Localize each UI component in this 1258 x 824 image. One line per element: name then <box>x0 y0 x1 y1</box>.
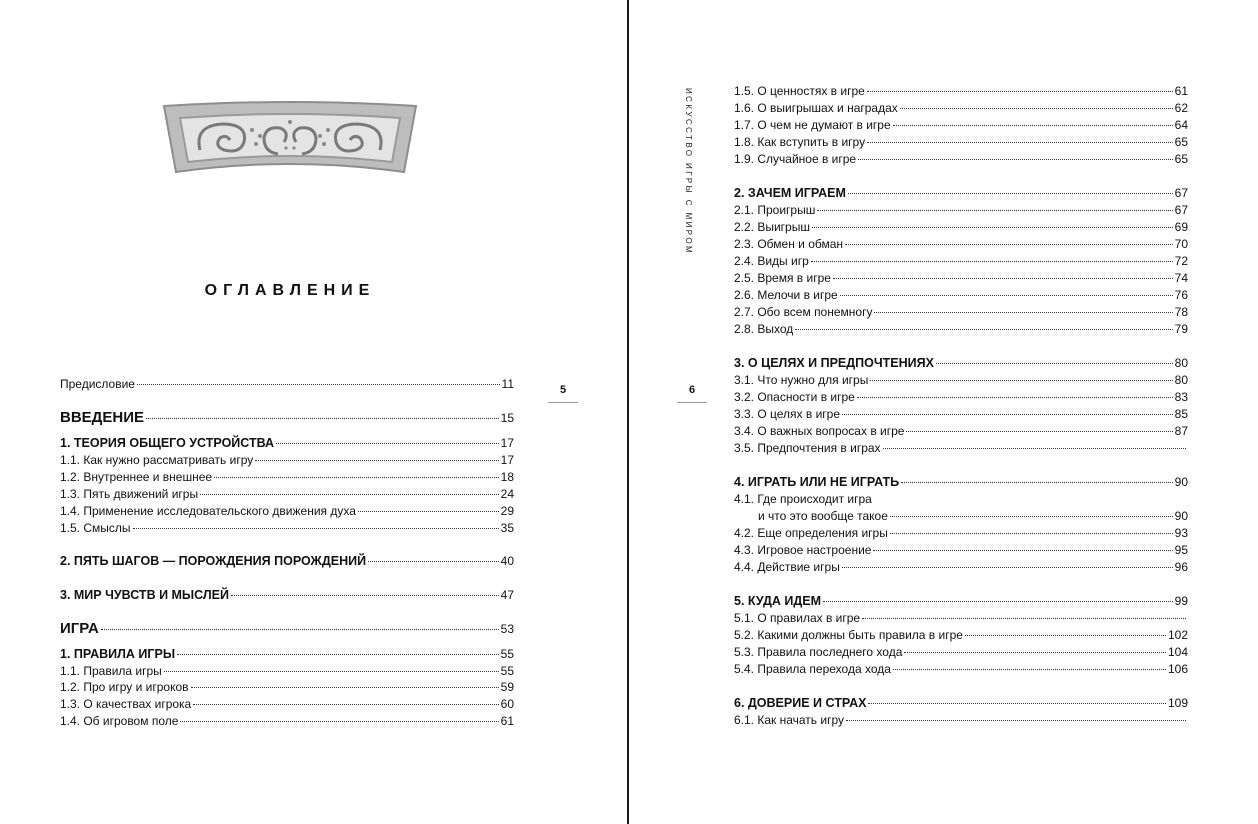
toc-entry[interactable]: 4.4. Действие игры 96 <box>734 560 1188 574</box>
toc-entry[interactable]: 6.1. Как начать игру <box>734 713 1188 727</box>
page-number-right <box>677 384 707 403</box>
toc-entry[interactable]: 1.4. Применение исследовательского движения духа 29 <box>60 504 514 518</box>
toc-entry[interactable]: 1.3. Пять движений игры 24 <box>60 487 514 501</box>
book-spine <box>627 0 629 824</box>
left-page <box>0 0 628 824</box>
page-number-value: 6 <box>688 384 696 396</box>
toc-entry[interactable]: 3.1. Что нужно для игры 80 <box>734 373 1188 387</box>
toc-entry[interactable]: 1. ПРАВИЛА ИГРЫ 55 <box>60 647 514 661</box>
toc-entry[interactable]: 3. МИР ЧУВСТВ И МЫСЛЕЙ 47 <box>60 588 514 602</box>
page-number-left <box>548 384 578 403</box>
toc-entry[interactable]: 2.6. Мелочи в игре 76 <box>734 288 1188 302</box>
toc-entry[interactable]: Предисловие 11 <box>60 377 514 391</box>
toc-entry[interactable]: 4. ИГРАТЬ ИЛИ НЕ ИГРАТЬ 90 <box>734 475 1188 489</box>
toc-entry[interactable]: 2.7. Обо всем понемногу 78 <box>734 305 1188 319</box>
toc-entry[interactable]: 2.4. Виды игр 72 <box>734 254 1188 268</box>
running-head <box>679 88 699 268</box>
toc-list-left <box>60 0 514 824</box>
toc-entry[interactable]: 2. ПЯТЬ ШАГОВ — ПОРОЖДЕНИЯ ПОРОЖДЕНИЙ 40 <box>60 554 514 568</box>
toc-entry[interactable]: 3.3. О целях в игре 85 <box>734 407 1188 421</box>
toc-entry[interactable]: ИГРА 53 <box>60 620 514 637</box>
page-number-value: 5 <box>559 384 567 396</box>
toc-entry[interactable]: 5. КУДА ИДЕМ 99 <box>734 594 1188 608</box>
toc-entry[interactable]: 3.2. Опасности в игре 83 <box>734 390 1188 404</box>
toc-entry[interactable]: 2.2. Выигрыш 69 <box>734 220 1188 234</box>
toc-entry[interactable]: 5.1. О правилах в игре <box>734 611 1188 625</box>
toc-entry[interactable]: и что это вообще такое 90 <box>758 509 1188 523</box>
toc-entry[interactable]: 1.1. Как нужно рассматривать игру 17 <box>60 453 514 467</box>
toc-entry[interactable]: 2. ЗАЧЕМ ИГРАЕМ 67 <box>734 186 1188 200</box>
toc-entry[interactable]: 1.8. Как вступить в игру 65 <box>734 135 1188 149</box>
running-head-text: ИСКУССТВО ИГРЫ С МИРОМ <box>684 88 693 256</box>
toc-entry[interactable]: 1.7. О чем не думают в игре 64 <box>734 118 1188 132</box>
toc-entry[interactable]: 1.5. Смыслы 35 <box>60 521 514 535</box>
toc-entry[interactable]: 4.1. Где происходит игра <box>734 492 872 506</box>
toc-entry[interactable]: 4.3. Игровое настроение 95 <box>734 543 1188 557</box>
toc-entry[interactable]: 1.6. О выигрышах и наградах 62 <box>734 101 1188 115</box>
toc-entry[interactable]: 2.8. Выход 79 <box>734 322 1188 336</box>
toc-entry[interactable]: 1.5. О ценностях в игре 61 <box>734 84 1188 98</box>
toc-list-right <box>734 0 1188 824</box>
toc-entry[interactable]: 2.5. Время в игре 74 <box>734 271 1188 285</box>
toc-entry[interactable]: 1.9. Случайное в игре 65 <box>734 152 1188 166</box>
toc-entry[interactable]: ВВЕДЕНИЕ 15 <box>60 409 514 426</box>
toc-entry[interactable]: 1.1. Правила игры 55 <box>60 664 514 678</box>
toc-entry[interactable]: 1.3. О качествах игрока 60 <box>60 697 514 711</box>
toc-entry[interactable]: 1.2. Про игру и игроков 59 <box>60 680 514 694</box>
toc-entry[interactable]: 3.4. О важных вопросах в игре 87 <box>734 424 1188 438</box>
toc-entry[interactable]: 2.1. Проигрыш 67 <box>734 203 1188 217</box>
toc-entry[interactable]: 5.3. Правила последнего хода 104 <box>734 645 1188 659</box>
toc-entry[interactable]: 3. О ЦЕЛЯХ И ПРЕДПОЧТЕНИЯХ 80 <box>734 356 1188 370</box>
toc-entry[interactable]: 6. ДОВЕРИЕ И СТРАХ 109 <box>734 696 1188 710</box>
toc-entry[interactable]: 5.4. Правила перехода хода 106 <box>734 662 1188 676</box>
toc-entry[interactable]: 4.2. Еще определения игры 93 <box>734 526 1188 540</box>
toc-entry[interactable]: 2.3. Обмен и обман 70 <box>734 237 1188 251</box>
toc-title: ОГЛАВЛЕНИЕ <box>204 282 376 299</box>
toc-entry[interactable]: 1.4. Об игровом поле 61 <box>60 714 514 728</box>
toc-entry[interactable]: 5.2. Какими должны быть правила в игре 102 <box>734 628 1188 642</box>
toc-entry[interactable]: 3.5. Предпочтения в играх <box>734 441 1188 455</box>
toc-entry[interactable]: 1.2. Внутреннее и внешнее 18 <box>60 470 514 484</box>
toc-entry[interactable]: 1. ТЕОРИЯ ОБЩЕГО УСТРОЙСТВА 17 <box>60 436 514 450</box>
